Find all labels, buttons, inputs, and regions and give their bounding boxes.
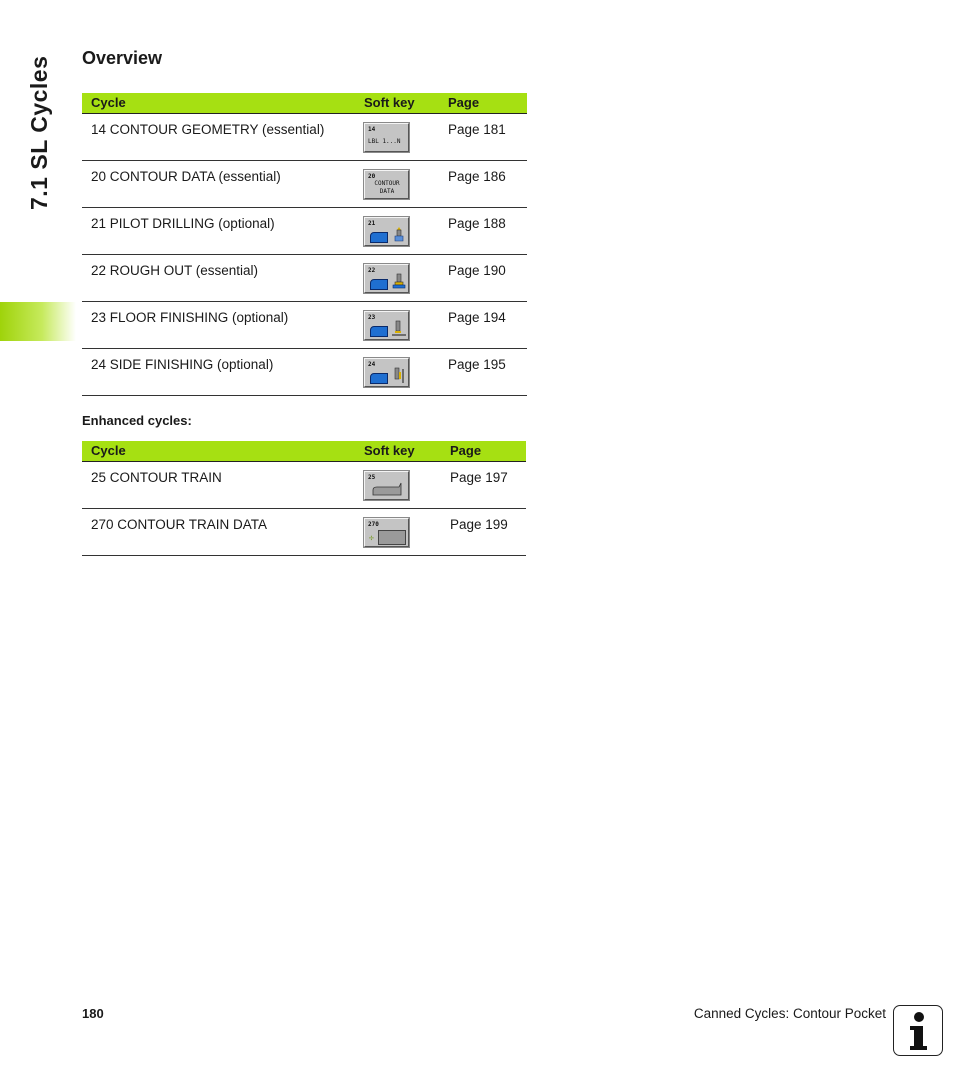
path-icon: ✢ <box>369 533 374 542</box>
softkey-text: CONTOUR DATA <box>374 180 400 195</box>
table-header <box>82 441 526 462</box>
softkey-number: 23 <box>368 314 376 321</box>
column-header-page: Page <box>450 443 482 458</box>
softkey-number: 270 <box>368 521 379 528</box>
section-heading-overview: Overview <box>82 48 163 68</box>
table-row <box>82 114 527 161</box>
contour-train-icon <box>371 482 403 497</box>
footer-page-number: 180 <box>82 1006 104 1021</box>
cycle-name: 20 CONTOUR DATA (essential) <box>91 169 281 184</box>
softkey-number: 22 <box>368 267 376 274</box>
side-tool-icon <box>392 367 406 384</box>
contour-train-softkey <box>364 471 409 500</box>
cycle-name: 25 CONTOUR TRAIN <box>91 470 222 485</box>
milling-tool-icon <box>392 273 406 290</box>
softkey-number: 20 <box>368 173 376 180</box>
rough-out-softkey <box>364 264 409 293</box>
page-reference: Page 195 <box>448 357 506 372</box>
side-finishing-softkey <box>364 358 409 387</box>
page-reference: Page 190 <box>448 263 506 278</box>
cycle-name: 22 ROUGH OUT (essential) <box>91 263 259 278</box>
pocket-icon <box>370 232 388 243</box>
table-row <box>82 509 526 556</box>
pilot-drilling-softkey <box>364 217 409 246</box>
table-row <box>82 349 527 396</box>
page-reference: Page 197 <box>450 470 508 485</box>
cycle-name: 23 FLOOR FINISHING (optional) <box>91 310 289 325</box>
cycle-name: 14 CONTOUR GEOMETRY (essential) <box>91 122 325 137</box>
contour-geometry-softkey <box>364 123 409 152</box>
page-reference: Page 199 <box>450 517 508 532</box>
floor-tool-icon <box>392 320 406 337</box>
pocket-icon <box>370 279 388 290</box>
contour-data-softkey <box>364 170 409 199</box>
footer-chapter-title: Canned Cycles: Contour Pocket <box>693 1006 886 1021</box>
cycle-name: 270 CONTOUR TRAIN DATA <box>91 517 268 532</box>
page-reference: Page 188 <box>448 216 506 231</box>
pocket-icon <box>370 373 388 384</box>
workpiece-icon <box>378 530 406 545</box>
column-header-cycle: Cycle <box>91 95 126 110</box>
softkey-text: LBL 1...N <box>368 138 401 145</box>
pocket-icon <box>370 326 388 337</box>
column-header-cycle: Cycle <box>91 443 126 458</box>
enhanced-table <box>82 441 526 556</box>
info-icon <box>893 1005 943 1056</box>
column-header-softkey: Soft key <box>364 443 415 458</box>
page-reference: Page 181 <box>448 122 506 137</box>
softkey-number: 14 <box>368 126 376 133</box>
overview-table <box>82 93 527 396</box>
table-header <box>82 93 527 114</box>
chapter-side-title: 7.1 SL Cycles <box>26 55 52 210</box>
table-row <box>82 255 527 302</box>
softkey-number: 21 <box>368 220 376 227</box>
softkey-number: 25 <box>368 474 376 481</box>
chapter-tab-marker <box>0 302 76 341</box>
table-row <box>82 462 526 509</box>
drill-tool-icon <box>392 226 406 243</box>
table-row <box>82 302 527 349</box>
contour-train-data-softkey <box>364 518 409 547</box>
softkey-number: 24 <box>368 361 376 368</box>
table-row <box>82 208 527 255</box>
cycle-name: 24 SIDE FINISHING (optional) <box>91 357 274 372</box>
floor-finishing-softkey <box>364 311 409 340</box>
column-header-softkey: Soft key <box>364 95 415 110</box>
section-heading-enhanced: Enhanced cycles: <box>82 413 192 428</box>
table-row <box>82 161 527 208</box>
page-reference: Page 194 <box>448 310 506 325</box>
page-reference: Page 186 <box>448 169 506 184</box>
column-header-page: Page <box>448 95 480 110</box>
cycle-name: 21 PILOT DRILLING (optional) <box>91 216 275 231</box>
